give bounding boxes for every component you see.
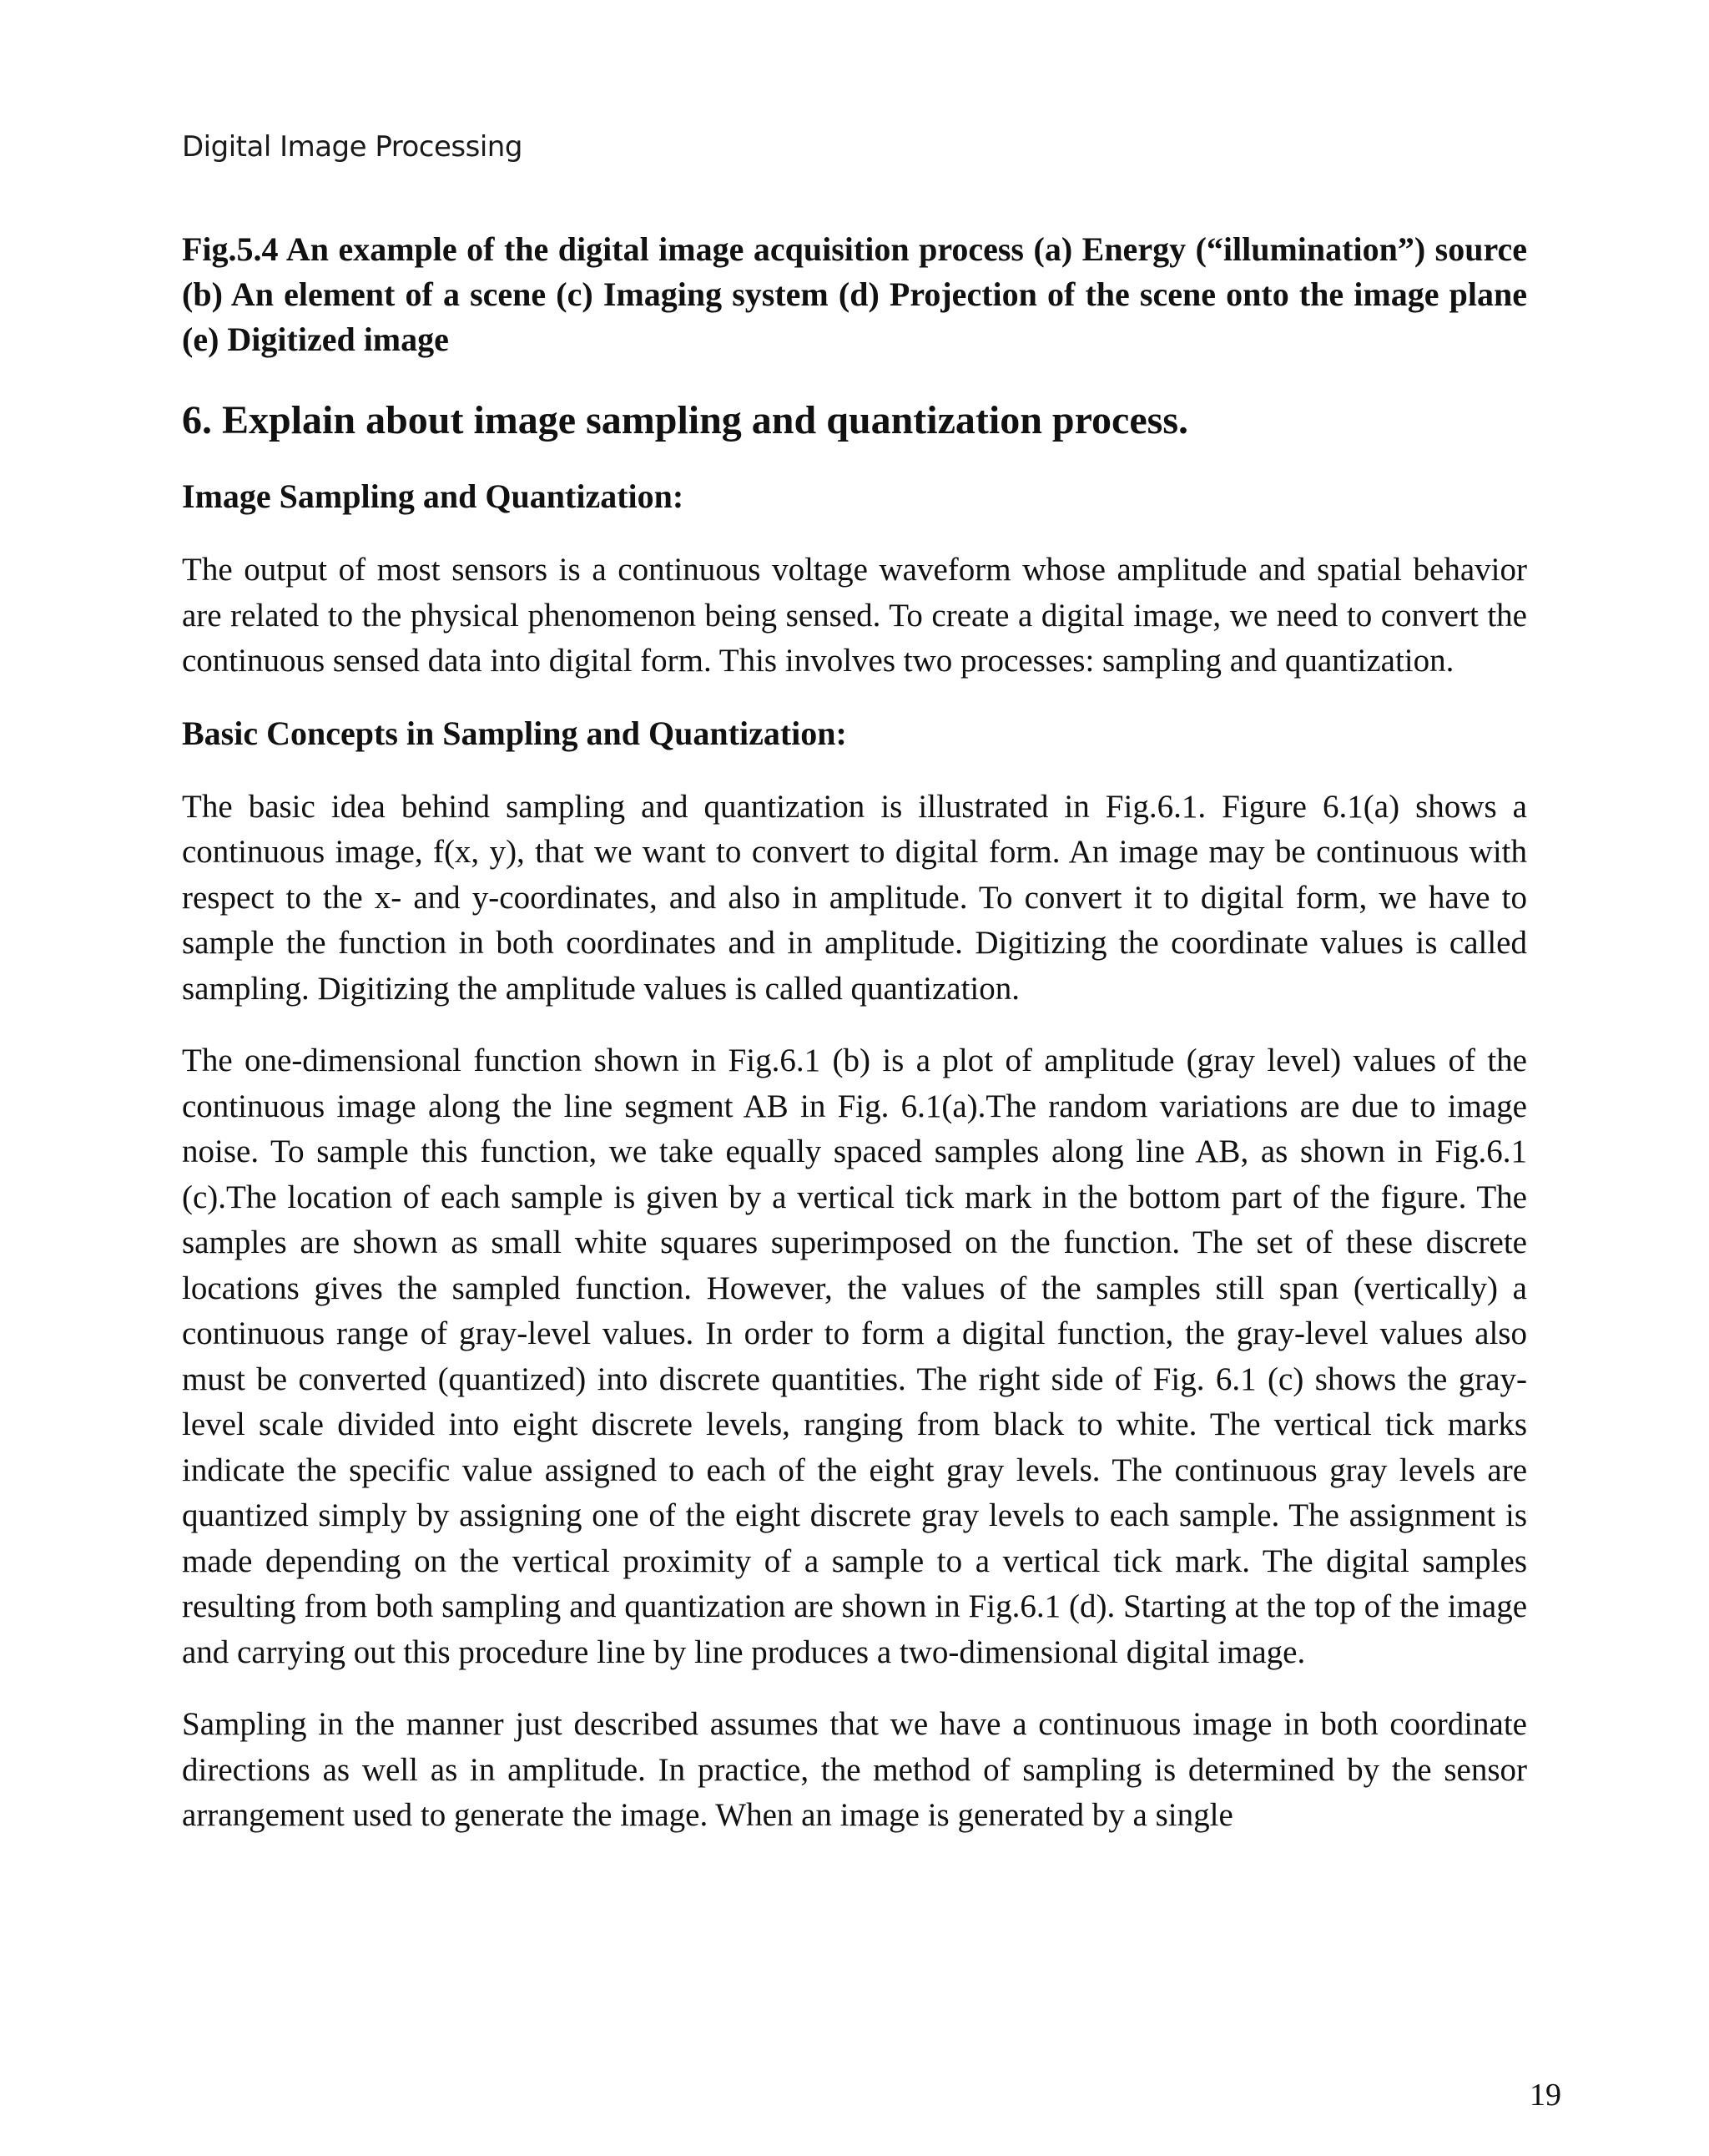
paragraph-one-dimensional-function: The one-dimensional function shown in Fig.6.1 (b) is a plot of amplitude (gray level) values of the continuous image along the line segment AB in Fig. 6.1(a).The random variations are due to image noise. To sample this function, we take equally spaced samples along line AB, as shown in Fig.6.1 (c).The location of each sample is given by a vertical tick mark in the bottom part of the figure. The samples are shown as small white squares superimposed on the function. The set of these discrete locations gives the sampled function. However, the values of the samples still span (vertically) a continuous range of gray-level values. In order to form a digital function, the gray-level values also must be converted (quantized) into discrete quantities. The right side of Fig. 6.1 (c) shows the gray-level scale divided into eight discrete levels, ranging from black to white. The vertical tick marks indicate the specific value assigned to each of the eight gray levels. The continuous gray levels are quantized simply by assigning one of the eight discrete gray levels to each sample. The assignment is made depending on the vertical proximity of a sample to a vertical tick mark. The digital samples resulting from both sampling and quantization are shown in Fig.6.1 (d). Starting at the top of the image and carrying out this procedure line by line produces a two-dimensional digital image.: [182, 1043, 1527, 1670]
question-title: 6. Explain about image sampling and quantization process.: [182, 398, 1189, 442]
running-header: Digital Image Processing: [182, 130, 522, 164]
section-heading-basic-concepts: Basic Concepts in Sampling and Quantization:: [182, 714, 847, 752]
section-heading-sampling-quantization: Image Sampling and Quantization:: [182, 477, 684, 515]
page-content: [182, 227, 1527, 1866]
paragraph-sampling-manner: Sampling in the manner just described assumes that we have a continuous image in both coordinate directions as well as in amplitude. In practice, the method of sampling is determined by the sensor arrangement used to generate the image. When an image is generated by a single: [182, 1706, 1527, 1833]
page-number: 19: [1530, 2078, 1561, 2113]
paragraph-basic-idea: The basic idea behind sampling and quantization is illustrated in Fig.6.1. Figure 6.1(a) shows a continuous image, f(x, y), that we want to convert to digital form. An image may be continuous with respect to the x- and y-coordinates, and also in amplitude. To convert it to digital form, we have to sample the function in both coordinates and in amplitude. Digitizing the coordinate values is called sampling. Digitizing the amplitude values is called quantization.: [182, 788, 1527, 1007]
paragraph-sensor-output: The output of most sensors is a continuous voltage waveform whose amplitude and spatial behavior are related to the physical phenomenon being sensed. To create a digital image, we need to convert the continuous sensed data into digital form. This involves two processes: sampling and quantization.: [182, 552, 1527, 679]
figure-caption: Fig.5.4 An example of the digital image acquisition process (a) Energy (“illumination”) source (b) An element of a scene (c) Imaging system (d) Projection of the scene onto the image plane (e) Digitized image: [182, 230, 1527, 358]
